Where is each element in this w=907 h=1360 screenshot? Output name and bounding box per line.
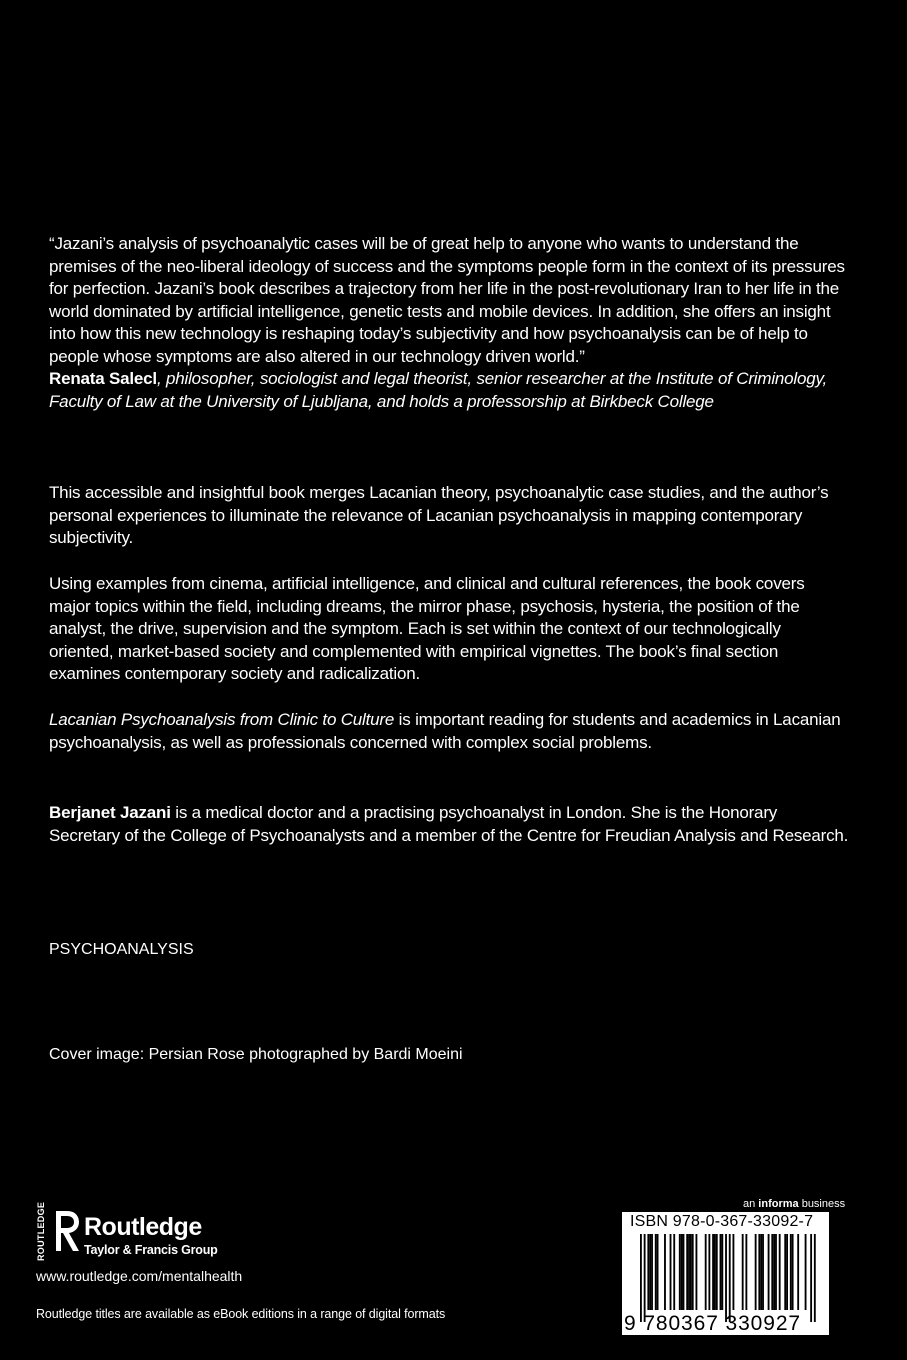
barcode-bar xyxy=(775,1234,777,1310)
author-bio xyxy=(49,802,849,847)
routledge-r-icon xyxy=(52,1207,82,1257)
barcode-bar xyxy=(729,1234,731,1322)
description-text-3-rest: is important reading for students and academics in Lacanian psychoanalysis, as well as professionals concerned with complex social problems. xyxy=(49,710,841,752)
barcode-bar xyxy=(640,1234,642,1322)
barcode-bar xyxy=(790,1234,792,1310)
publisher-name: Routledge xyxy=(84,1213,202,1241)
barcode-bar xyxy=(758,1234,760,1310)
quote-author-name: Renata Salecl xyxy=(49,369,157,388)
publisher-logo xyxy=(36,1201,356,1267)
cover-credit: Cover image: Persian Rose photographed by Bardi Moeini xyxy=(49,1046,463,1063)
description-text-1: This accessible and insightful book merges Lacanian theory, psychoanalytic case studies, and the author’s personal experiences to illuminate the relevance of Lacanian psychoanalysis in mapping contemporary subjectivity. xyxy=(49,483,829,547)
barcode-bar xyxy=(686,1234,688,1310)
barcode-bar xyxy=(792,1234,794,1310)
informa-brand: informa xyxy=(758,1198,799,1210)
barcode-bar xyxy=(810,1234,812,1322)
author-bio-text xyxy=(49,802,849,847)
author-name: Berjanet Jazani xyxy=(49,803,171,822)
barcode-bar xyxy=(805,1234,807,1310)
barcode-bar xyxy=(690,1234,692,1310)
barcode-bar xyxy=(670,1234,672,1310)
barcode-bar xyxy=(768,1234,770,1310)
description-text-2: Using examples from cinema, artificial intelligence, and clinical and cultural references, the book covers major topics within the field, including dreams, the mirror phase, psychosis, hysteria, the position of the analyst, the drive, supervision and the symptom. Each is set within the context of our technologically oriented, market-based society and complemented with empirical vignettes. The book’s final section examines contemporary society and radicalization. xyxy=(49,574,805,683)
description-paragraph-3 xyxy=(49,709,849,754)
publisher-vertical-label: ROUTLEDGE xyxy=(36,1201,46,1261)
barcode-bar xyxy=(733,1234,735,1310)
barcode-bar xyxy=(784,1234,786,1310)
endorsement-quote xyxy=(49,233,849,413)
ebook-note: Routledge titles are available as eBook editions in a range of digital formats xyxy=(36,1307,446,1321)
barcode-bar xyxy=(773,1234,775,1310)
description-text-3 xyxy=(49,709,849,754)
publisher-website[interactable]: www.routledge.com/mentalhealth xyxy=(36,1268,243,1284)
quote-author-credentials: , philosopher, sociologist and legal theorist, senior researcher at the Institute of Criminology, Faculty of Law at the University of Ljubljana, and holds a professorship at Birkbeck College xyxy=(49,369,828,411)
barcode-bar xyxy=(688,1234,690,1310)
barcode-bar xyxy=(716,1234,718,1310)
publisher-group: Taylor & Francis Group xyxy=(84,1243,218,1257)
subject-category: PSYCHOANALYSIS xyxy=(49,941,194,958)
barcode-bar xyxy=(647,1234,649,1310)
barcode-bar xyxy=(655,1234,657,1310)
barcode-digits: 9 780367 330927 xyxy=(624,1312,801,1335)
barcode-bar xyxy=(742,1234,744,1310)
barcode-bar xyxy=(708,1234,710,1310)
informa-prefix: an xyxy=(743,1198,759,1210)
barcode-bar xyxy=(651,1234,653,1310)
quote-text: “Jazani’s analysis of psychoanalytic cases will be of great help to anyone who wants to understand the premises of the neo-liberal ideology of success and the symptoms people form in the context of its pressures for perfection. Jazani’s book describes a trajectory from her life in the post-revolutionary Iran to her life in the world dominated by artificial intelligence, genetic tests and mobile devices. In addition, she offers an insight into how this new technology is reshaping today’s subjectivity and how psychoanalysis can be of help to people whose symptoms are also altered in our technology driven world.” xyxy=(49,234,845,366)
barcode-bar xyxy=(649,1234,651,1310)
barcode-bar xyxy=(673,1234,675,1310)
barcode-bar xyxy=(683,1234,685,1310)
book-title: Lacanian Psychoanalysis from Clinic to Culture xyxy=(49,710,395,729)
barcode-bar xyxy=(705,1234,707,1310)
barcode-bar xyxy=(786,1234,788,1310)
barcode-bar xyxy=(681,1234,683,1310)
barcode-bar xyxy=(720,1234,722,1310)
barcode-bar xyxy=(745,1234,747,1310)
barcode-bar xyxy=(664,1234,666,1310)
barcode-bar xyxy=(725,1234,727,1322)
barcode-bar xyxy=(692,1234,694,1310)
isbn-barcode xyxy=(622,1212,829,1335)
barcode-bar xyxy=(797,1234,799,1310)
isbn-label: ISBN 978-0-367-33092-7 xyxy=(630,1213,814,1230)
informa-suffix: business xyxy=(798,1198,846,1210)
barcode-bar xyxy=(779,1234,781,1310)
author-bio-rest: is a medical doctor and a practising psychoanalyst in London. She is the Honorary Secretary of the College of Psychoanalysts and a member of the Centre for Freudian Analysis and Research. xyxy=(49,803,849,845)
informa-business-label xyxy=(743,1198,845,1210)
barcode-bar xyxy=(771,1234,773,1310)
barcode-bar xyxy=(714,1234,716,1310)
description-paragraph-1 xyxy=(49,482,849,550)
barcode-bar xyxy=(644,1234,646,1322)
description-paragraph-2 xyxy=(49,573,849,686)
barcode-bar xyxy=(814,1234,816,1322)
barcode-bar xyxy=(721,1234,723,1310)
barcode-bar xyxy=(679,1234,681,1310)
barcode-bar xyxy=(657,1234,659,1310)
barcode-bar xyxy=(760,1234,762,1310)
barcode-bar xyxy=(712,1234,714,1310)
barcode-bar xyxy=(762,1234,764,1310)
quote-attribution xyxy=(49,368,849,413)
barcode-bar xyxy=(755,1234,757,1310)
barcode-bar xyxy=(696,1234,698,1310)
